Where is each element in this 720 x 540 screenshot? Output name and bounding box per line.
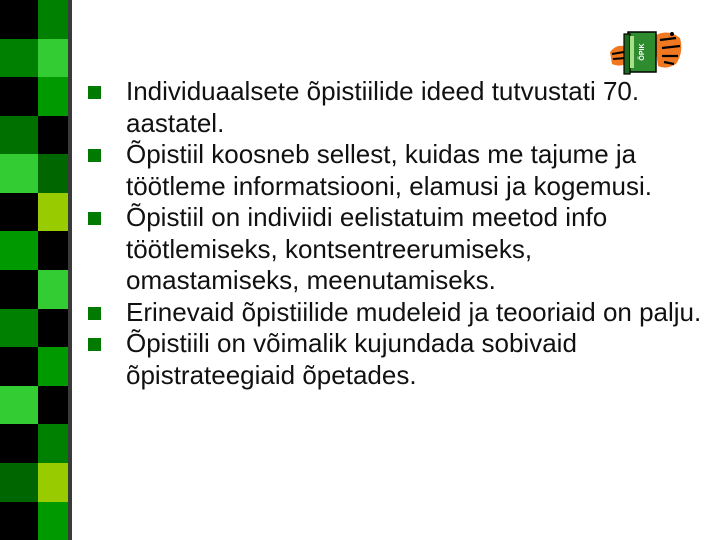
bullet-text: Individuaalsete õpistiilide ideed tutvustati 70. aastatel. bbox=[126, 76, 640, 138]
stripe-block bbox=[0, 116, 72, 155]
list-item bbox=[84, 297, 704, 329]
bullet-square-icon bbox=[88, 307, 101, 320]
stripe-block bbox=[0, 463, 72, 502]
bullet-list bbox=[84, 76, 704, 391]
stripe-block bbox=[0, 231, 72, 270]
stripe-block bbox=[0, 386, 72, 425]
book-tiger-logo-icon bbox=[604, 22, 686, 78]
decorative-side-stripe bbox=[0, 0, 72, 540]
stripe-block bbox=[0, 0, 72, 39]
stripe-block bbox=[0, 270, 72, 309]
stripe-block bbox=[0, 309, 72, 348]
bullet-square-icon bbox=[88, 149, 101, 162]
stripe-block bbox=[0, 424, 72, 463]
stripe-block bbox=[0, 154, 72, 193]
stripe-block bbox=[0, 39, 72, 78]
bullet-text: Õpistiil koosneb sellest, kuidas me tajume ja töötleme informatsiooni, elamusi ja kogemusi. bbox=[126, 139, 653, 201]
book-tiger-logo bbox=[604, 22, 686, 78]
bullet-square-icon bbox=[88, 86, 101, 99]
bullet-text: Erinevaid õpistiilide mudeleid ja teooriaid on palju. bbox=[126, 296, 702, 327]
logo-label: ÕPIK bbox=[639, 43, 646, 61]
stripe-block bbox=[0, 502, 72, 540]
list-item bbox=[84, 76, 704, 139]
stripe-block bbox=[0, 193, 72, 232]
stripe-block bbox=[0, 77, 72, 116]
bullet-square-icon bbox=[88, 338, 101, 351]
bullet-text: Õpistiili on võimalik kujundada sobivaid õpistrateegiaid õpetades. bbox=[126, 328, 577, 390]
list-item bbox=[84, 139, 704, 202]
list-item bbox=[84, 202, 704, 297]
bullet-text: Õpistiil on indiviidi eelistatuim meetod info töötlemiseks, kontsentreerumiseks, omastamiseks, meenutamiseks. bbox=[126, 202, 608, 295]
stripe-block bbox=[0, 347, 72, 386]
bullet-square-icon bbox=[88, 212, 101, 225]
list-item bbox=[84, 328, 704, 391]
